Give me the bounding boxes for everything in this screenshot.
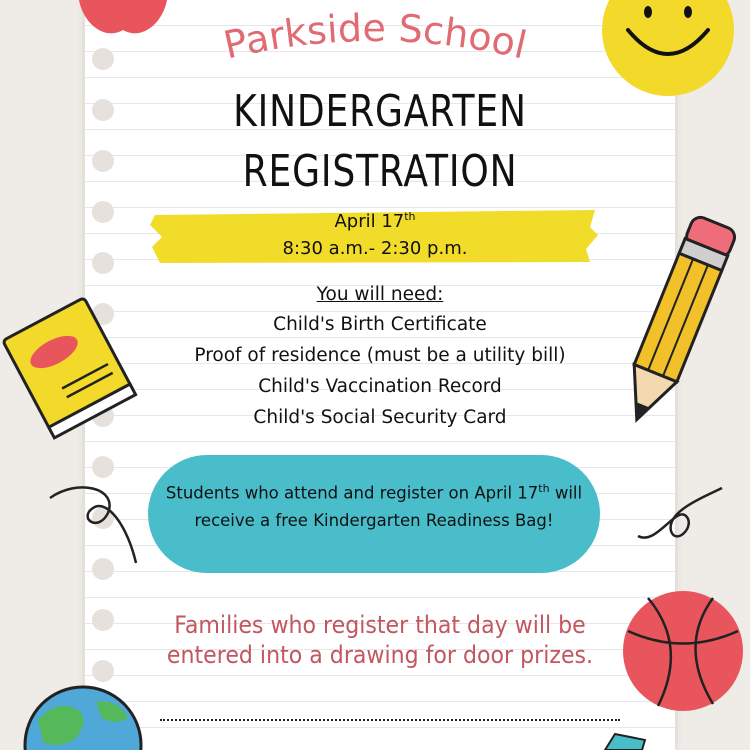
binder-hole [92, 99, 114, 121]
smiley-face-icon [598, 0, 738, 100]
decorative-shape-icon [600, 732, 650, 750]
title-line-1: KINDERGARTEN [233, 86, 527, 137]
globe-icon [18, 680, 148, 750]
basketball-icon [618, 586, 748, 716]
dotted-divider [160, 719, 620, 721]
school-name-banner [150, 0, 600, 80]
svg-text:Parkside School [220, 6, 531, 68]
bonus-text-line-1: Students who attend and register on April 17 [165, 483, 539, 503]
event-date [200, 210, 550, 232]
book-icon [0, 290, 140, 440]
bonus-text-line-2: will receive a free Kindergarten Readiness Bag! [194, 483, 583, 530]
binder-hole [92, 150, 114, 172]
requirement-item: Child's Birth Certificate [273, 314, 487, 335]
squiggle-icon [48, 478, 138, 568]
requirement-item: Child's Social Security Card [253, 407, 507, 428]
event-date-suffix: th [404, 210, 416, 223]
requirement-item: Child's Vaccination Record [258, 376, 502, 397]
requirements-heading: You will need: [316, 284, 444, 305]
binder-hole [92, 660, 114, 682]
squiggle-icon [636, 486, 726, 556]
binder-hole [92, 48, 114, 70]
bonus-date-suffix: th [538, 482, 550, 495]
bonus-callout [148, 455, 600, 573]
bonus-text [158, 475, 590, 534]
event-time: 8:30 a.m.- 2:30 p.m. [282, 238, 468, 259]
drawing-text-line-2: entered into a drawing for door prizes. [166, 641, 594, 669]
drawing-text-line-1: Families who register that day will be [174, 611, 586, 639]
pencil-icon [610, 205, 740, 445]
binder-hole [92, 456, 114, 478]
binder-hole [92, 609, 114, 631]
binder-hole [92, 201, 114, 223]
event-date-text: April 17 [334, 211, 405, 232]
school-name: Parkside School [219, 5, 531, 68]
requirement-item: Proof of residence (must be a utility bill) [194, 345, 566, 366]
title-line-2: REGISTRATION [242, 146, 518, 197]
binder-hole [92, 252, 114, 274]
